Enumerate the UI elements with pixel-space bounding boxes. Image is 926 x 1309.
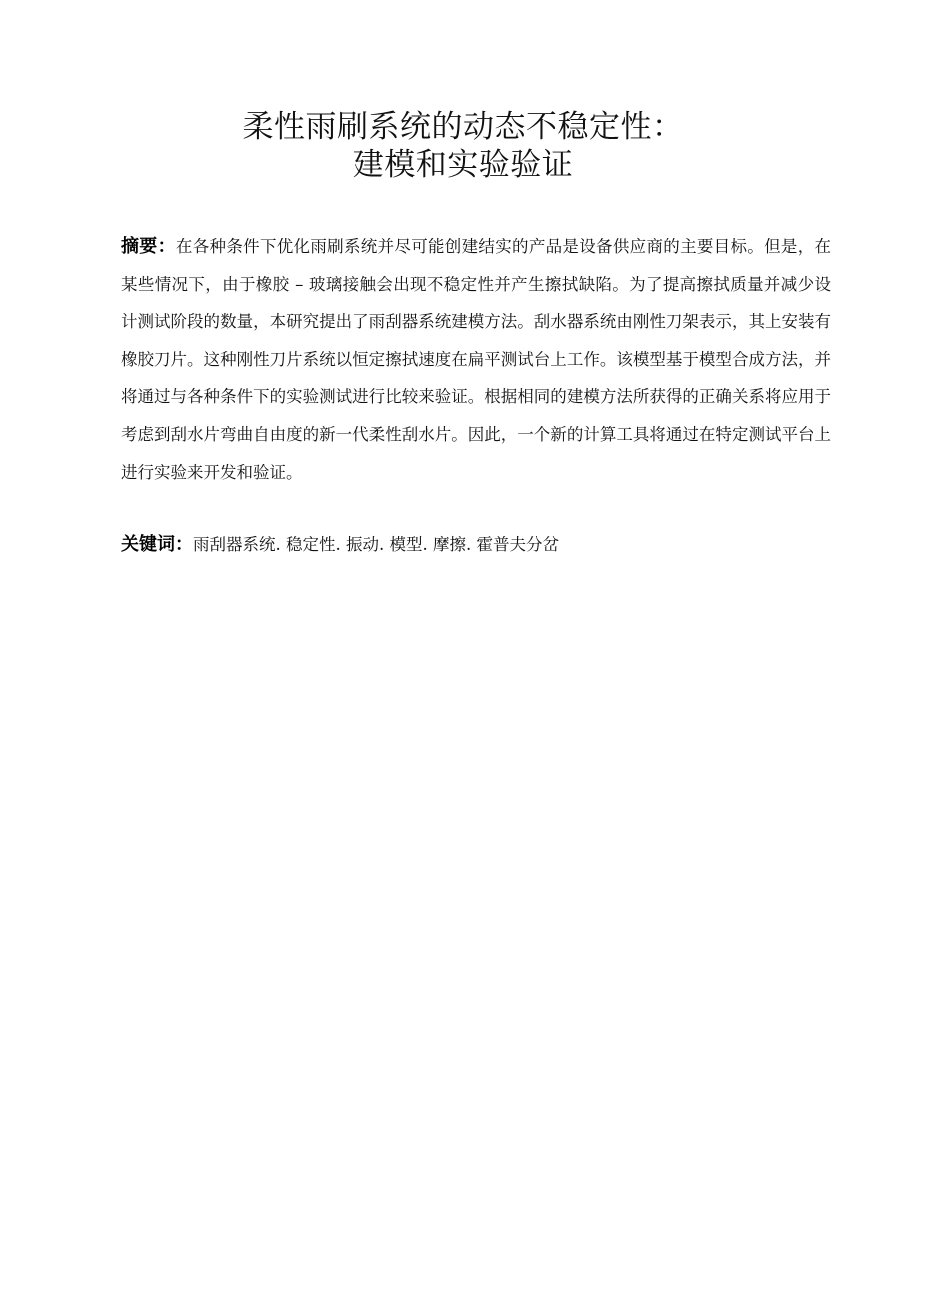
title-line-2: 建模和实验验证 [352,147,574,183]
abstract-paragraph [121,228,831,491]
keywords-text: 雨刮器系统. 稳定性. 振动. 模型. 摩擦. 霍普夫分岔 [193,535,559,554]
paper-title [0,108,926,184]
abstract-label: 摘要： [121,236,176,257]
title-line-1: 柔性雨刷系统的动态不稳定性： [242,109,684,145]
keywords-label: 关键词： [121,534,193,555]
abstract-text: 在各种条件下优化雨刷系统并尽可能创建结实的产品是设备供应商的主要目标。但是，在某些情况下，由于橡胶 – 玻璃接触会出现不稳定性并产生擦拭缺陷。为了提高擦拭质量并减少设计测试阶段的数量，本研究提出了雨刮器系统建模方法。刮水器系统由刚性刀架表示，其上安装有橡胶刀片。这种刚性刀片系统以恒定擦拭速度在扁平测试台上工作。该模型基于模型合成方法，并将通过与各种条件下的实验测试进行比较来验证。根据相同的建模方法所获得的正确关系将应用于考虑到刮水片弯曲自由度的新一代柔性刮水片。因此，一个新的计算工具将通过在特定测试平台上进行实验来开发和验证。 [121,237,832,482]
keywords-paragraph [121,530,831,560]
